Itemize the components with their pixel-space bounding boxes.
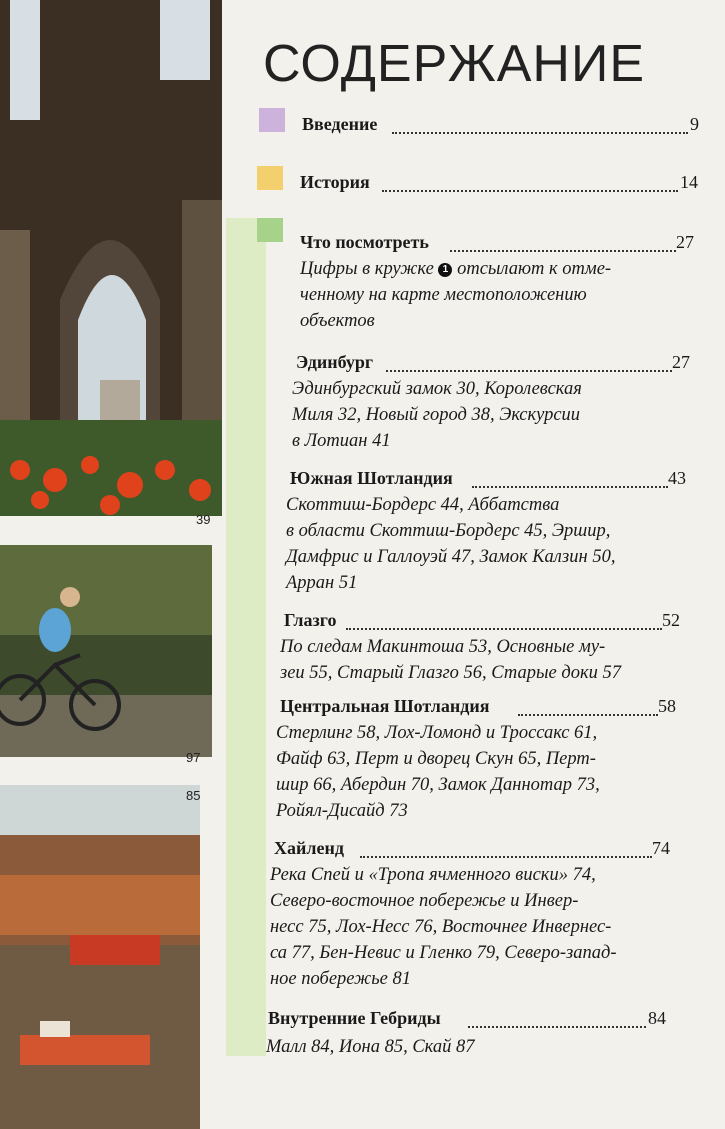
photo-page-number: 39 <box>196 512 211 527</box>
toc-leader <box>392 132 688 134</box>
toc-label: Эдинбург <box>296 352 374 372</box>
toc-entry-introduction[interactable] <box>0 114 725 144</box>
map-marker-icon: 1 <box>438 263 452 277</box>
toc-leader <box>450 250 676 252</box>
toc-leader <box>346 628 662 630</box>
toc-details-hebrides: Малл 84, Иона 85, Скай 87 <box>266 1037 475 1057</box>
toc-details-south: Скоттиш-Бордерс 44, Аббатства в области Скоттиш-Бордерс 45, Эршир, Дамфрис и Галлоуэй 47, Замок Калзин 50, Арран 51 <box>286 495 616 593</box>
toc-page: 43 <box>668 468 686 488</box>
toc-page: 84 <box>648 1008 666 1028</box>
toc-entry-history[interactable] <box>0 172 725 202</box>
photo-page-number: 97 <box>186 750 201 765</box>
toc-page: 52 <box>662 610 680 630</box>
page-title: СОДЕРЖАНИЕ <box>263 35 646 93</box>
toc-label: Введение <box>302 114 378 134</box>
toc-label: Центральная Шотландия <box>280 696 490 716</box>
toc-leader <box>472 486 668 488</box>
toc-page: 27 <box>676 232 694 252</box>
toc-details-highland: Река Спей и «Тропа ячменного виски» 74, Северо-восточное побережье и Инвер- несс 75, Лох-Несс 76, Восточнее Инвернес- са 77, Бен-Невис и Гленко 79, Северо-запад- ное побережье 81 <box>270 865 617 989</box>
toc-page: 9 <box>690 114 699 134</box>
toc-label: Что посмотреть <box>300 232 429 252</box>
toc-details-central: Стерлинг 58, Лох-Ломонд и Троссакс 61, Файф 63, Перт и дворец Скун 65, Перт- шир 66, Абердин 70, Замок Даннотар 73, Ройял-Дисайд 73 <box>276 723 600 821</box>
toc-label: Хайленд <box>274 838 344 858</box>
toc-leader <box>382 190 678 192</box>
toc-label: История <box>300 172 370 192</box>
toc-leader <box>518 714 658 716</box>
photo-page-number: 85 <box>186 788 201 803</box>
toc-label: Глазго <box>284 610 337 630</box>
toc-label: Южная Шотландия <box>290 468 453 488</box>
toc-page: 74 <box>652 838 670 858</box>
toc-page: 58 <box>658 696 676 716</box>
toc-note: Цифры в кружке 1 отсылают к отме- ченному на карте местоположению объектов <box>300 259 612 331</box>
toc-leader <box>386 370 672 372</box>
toc-page: 27 <box>672 352 690 372</box>
toc-details-edinburgh: Эдинбургский замок 30, Королевская Миля 32, Новый город 38, Экскурсии в Лотиан 41 <box>292 379 582 451</box>
toc-leader <box>468 1026 646 1028</box>
toc-label: Внутренние Гебриды <box>268 1008 441 1028</box>
photo-harbour <box>0 785 200 1129</box>
toc-details-glasgow: По следам Макинтоша 53, Основные му- зеи 55, Старый Глазго 56, Старые доки 57 <box>280 637 621 683</box>
toc-page: 14 <box>680 172 698 192</box>
toc-leader <box>360 856 652 858</box>
